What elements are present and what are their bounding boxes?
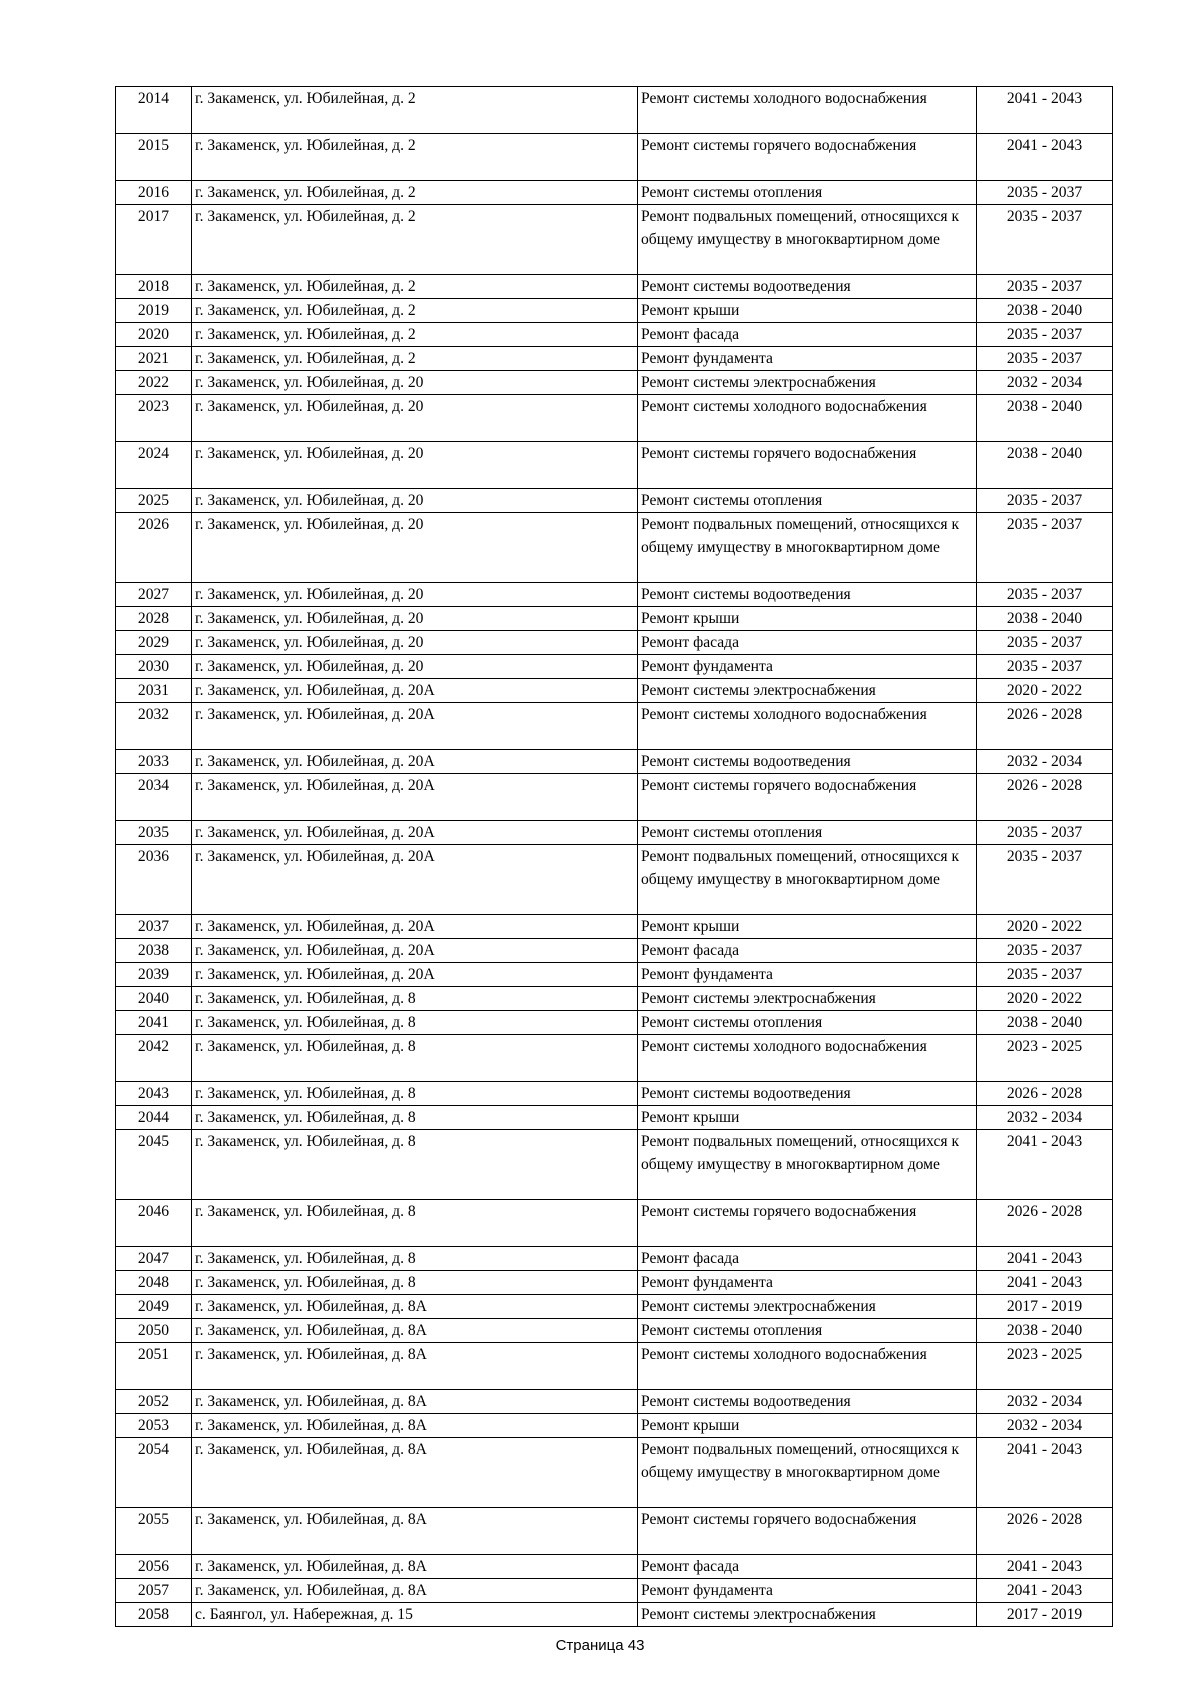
table-row [116,513,1113,583]
row-number-cell: 2024 [116,442,192,489]
table-row [116,299,1113,323]
table-row [116,750,1113,774]
address-cell: г. Закаменск, ул. Юбилейная, д. 8А [192,1343,638,1390]
address-cell: г. Закаменск, ул. Юбилейная, д. 20 [192,631,638,655]
period-cell: 2032 - 2034 [977,371,1113,395]
period-cell: 2017 - 2019 [977,1295,1113,1319]
address-cell: г. Закаменск, ул. Юбилейная, д. 20А [192,939,638,963]
table-row [116,774,1113,821]
work-type-cell: Ремонт системы водоотведения [638,1390,977,1414]
address-cell: г. Закаменск, ул. Юбилейная, д. 20А [192,915,638,939]
period-cell: 2017 - 2019 [977,1603,1113,1627]
period-cell: 2020 - 2022 [977,915,1113,939]
work-type-cell: Ремонт системы отопления [638,821,977,845]
row-number-cell: 2041 [116,1011,192,1035]
table-row [116,442,1113,489]
address-cell: г. Закаменск, ул. Юбилейная, д. 20 [192,395,638,442]
work-type-cell: Ремонт подвальных помещений, относящихся к общему имуществу в многоквартирном доме [638,513,977,583]
row-number-cell: 2021 [116,347,192,371]
address-cell: г. Закаменск, ул. Юбилейная, д. 20А [192,703,638,750]
work-type-cell: Ремонт системы холодного водоснабжения [638,1343,977,1390]
row-number-cell: 2020 [116,323,192,347]
table-row [116,347,1113,371]
address-cell: с. Баянгол, ул. Набережная, д. 15 [192,1603,638,1627]
table-row [116,181,1113,205]
table-row [116,275,1113,299]
work-type-cell: Ремонт крыши [638,607,977,631]
work-type-cell: Ремонт системы электроснабжения [638,1295,977,1319]
period-cell: 2035 - 2037 [977,631,1113,655]
period-cell: 2041 - 2043 [977,1247,1113,1271]
period-cell: 2032 - 2034 [977,1414,1113,1438]
work-type-cell: Ремонт фасада [638,1555,977,1579]
work-type-cell: Ремонт подвальных помещений, относящихся к общему имуществу в многоквартирном доме [638,1130,977,1200]
row-number-cell: 2022 [116,371,192,395]
work-type-cell: Ремонт фасада [638,631,977,655]
address-cell: г. Закаменск, ул. Юбилейная, д. 20 [192,513,638,583]
period-cell: 2035 - 2037 [977,489,1113,513]
table-row [116,963,1113,987]
period-cell: 2038 - 2040 [977,607,1113,631]
row-number-cell: 2015 [116,134,192,181]
table-row [116,821,1113,845]
work-type-cell: Ремонт системы водоотведения [638,583,977,607]
address-cell: г. Закаменск, ул. Юбилейная, д. 2 [192,181,638,205]
row-number-cell: 2040 [116,987,192,1011]
row-number-cell: 2044 [116,1106,192,1130]
table-row [116,845,1113,915]
address-cell: г. Закаменск, ул. Юбилейная, д. 20 [192,442,638,489]
row-number-cell: 2031 [116,679,192,703]
period-cell: 2026 - 2028 [977,1508,1113,1555]
address-cell: г. Закаменск, ул. Юбилейная, д. 20 [192,583,638,607]
work-type-cell: Ремонт фундамента [638,1579,977,1603]
table-row [116,655,1113,679]
period-cell: 2020 - 2022 [977,987,1113,1011]
row-number-cell: 2057 [116,1579,192,1603]
row-number-cell: 2018 [116,275,192,299]
period-cell: 2026 - 2028 [977,774,1113,821]
address-cell: г. Закаменск, ул. Юбилейная, д. 20 [192,489,638,513]
work-type-cell: Ремонт подвальных помещений, относящихся к общему имуществу в многоквартирном доме [638,1438,977,1508]
address-cell: г. Закаменск, ул. Юбилейная, д. 2 [192,275,638,299]
table-row [116,607,1113,631]
row-number-cell: 2037 [116,915,192,939]
period-cell: 2023 - 2025 [977,1035,1113,1082]
period-cell: 2035 - 2037 [977,205,1113,275]
row-number-cell: 2050 [116,1319,192,1343]
address-cell: г. Закаменск, ул. Юбилейная, д. 8 [192,1011,638,1035]
table-row [116,1295,1113,1319]
row-number-cell: 2055 [116,1508,192,1555]
address-cell: г. Закаменск, ул. Юбилейная, д. 8 [192,1130,638,1200]
work-type-cell: Ремонт системы холодного водоснабжения [638,395,977,442]
work-type-cell: Ремонт фасада [638,1247,977,1271]
row-number-cell: 2033 [116,750,192,774]
period-cell: 2041 - 2043 [977,134,1113,181]
work-type-cell: Ремонт системы холодного водоснабжения [638,87,977,134]
row-number-cell: 2039 [116,963,192,987]
period-cell: 2026 - 2028 [977,703,1113,750]
period-cell: 2038 - 2040 [977,395,1113,442]
address-cell: г. Закаменск, ул. Юбилейная, д. 8 [192,987,638,1011]
row-number-cell: 2052 [116,1390,192,1414]
table-row [116,1603,1113,1627]
period-cell: 2038 - 2040 [977,1011,1113,1035]
address-cell: г. Закаменск, ул. Юбилейная, д. 20А [192,963,638,987]
address-cell: г. Закаменск, ул. Юбилейная, д. 8 [192,1082,638,1106]
row-number-cell: 2046 [116,1200,192,1247]
address-cell: г. Закаменск, ул. Юбилейная, д. 20 [192,655,638,679]
period-cell: 2041 - 2043 [977,1271,1113,1295]
period-cell: 2020 - 2022 [977,679,1113,703]
table-row [116,1555,1113,1579]
address-cell: г. Закаменск, ул. Юбилейная, д. 8А [192,1295,638,1319]
works-table [115,86,1113,1627]
table-row [116,1082,1113,1106]
table-row [116,1200,1113,1247]
row-number-cell: 2030 [116,655,192,679]
table-row [116,1414,1113,1438]
address-cell: г. Закаменск, ул. Юбилейная, д. 2 [192,134,638,181]
row-number-cell: 2048 [116,1271,192,1295]
period-cell: 2032 - 2034 [977,1390,1113,1414]
work-type-cell: Ремонт системы горячего водоснабжения [638,774,977,821]
address-cell: г. Закаменск, ул. Юбилейная, д. 2 [192,347,638,371]
row-number-cell: 2034 [116,774,192,821]
work-type-cell: Ремонт крыши [638,915,977,939]
table-row [116,1438,1113,1508]
table-row [116,1247,1113,1271]
table-row [116,489,1113,513]
table-row [116,134,1113,181]
address-cell: г. Закаменск, ул. Юбилейная, д. 20А [192,845,638,915]
table-row [116,987,1113,1011]
work-type-cell: Ремонт системы отопления [638,1319,977,1343]
work-type-cell: Ремонт системы электроснабжения [638,679,977,703]
period-cell: 2035 - 2037 [977,963,1113,987]
row-number-cell: 2032 [116,703,192,750]
table-row [116,631,1113,655]
work-type-cell: Ремонт фундамента [638,347,977,371]
period-cell: 2032 - 2034 [977,1106,1113,1130]
period-cell: 2035 - 2037 [977,323,1113,347]
row-number-cell: 2051 [116,1343,192,1390]
row-number-cell: 2019 [116,299,192,323]
address-cell: г. Закаменск, ул. Юбилейная, д. 8 [192,1035,638,1082]
address-cell: г. Закаменск, ул. Юбилейная, д. 8 [192,1106,638,1130]
period-cell: 2035 - 2037 [977,347,1113,371]
address-cell: г. Закаменск, ул. Юбилейная, д. 20 [192,371,638,395]
work-type-cell: Ремонт фасада [638,323,977,347]
row-number-cell: 2025 [116,489,192,513]
row-number-cell: 2047 [116,1247,192,1271]
address-cell: г. Закаменск, ул. Юбилейная, д. 20 [192,607,638,631]
period-cell: 2038 - 2040 [977,442,1113,489]
table-row [116,323,1113,347]
row-number-cell: 2026 [116,513,192,583]
table-row [116,371,1113,395]
period-cell: 2035 - 2037 [977,939,1113,963]
work-type-cell: Ремонт системы отопления [638,181,977,205]
table-row [116,1035,1113,1082]
work-type-cell: Ремонт фундамента [638,1271,977,1295]
address-cell: г. Закаменск, ул. Юбилейная, д. 8 [192,1247,638,1271]
address-cell: г. Закаменск, ул. Юбилейная, д. 2 [192,323,638,347]
table-row [116,1319,1113,1343]
work-type-cell: Ремонт фасада [638,939,977,963]
period-cell: 2038 - 2040 [977,299,1113,323]
table-row [116,679,1113,703]
period-cell: 2035 - 2037 [977,845,1113,915]
work-type-cell: Ремонт крыши [638,1414,977,1438]
address-cell: г. Закаменск, ул. Юбилейная, д. 8А [192,1414,638,1438]
period-cell: 2038 - 2040 [977,1319,1113,1343]
address-cell: г. Закаменск, ул. Юбилейная, д. 8А [192,1579,638,1603]
row-number-cell: 2049 [116,1295,192,1319]
row-number-cell: 2035 [116,821,192,845]
row-number-cell: 2054 [116,1438,192,1508]
work-type-cell: Ремонт системы водоотведения [638,750,977,774]
work-type-cell: Ремонт системы водоотведения [638,1082,977,1106]
period-cell: 2035 - 2037 [977,513,1113,583]
period-cell: 2035 - 2037 [977,655,1113,679]
row-number-cell: 2053 [116,1414,192,1438]
address-cell: г. Закаменск, ул. Юбилейная, д. 20А [192,750,638,774]
address-cell: г. Закаменск, ул. Юбилейная, д. 2 [192,299,638,323]
work-type-cell: Ремонт фундамента [638,655,977,679]
table-row [116,205,1113,275]
work-type-cell: Ремонт системы отопления [638,1011,977,1035]
work-type-cell: Ремонт системы отопления [638,489,977,513]
row-number-cell: 2038 [116,939,192,963]
page-footer [0,1637,1200,1654]
table-row [116,1130,1113,1200]
period-cell: 2035 - 2037 [977,821,1113,845]
table-row [116,1390,1113,1414]
address-cell: г. Закаменск, ул. Юбилейная, д. 8А [192,1319,638,1343]
address-cell: г. Закаменск, ул. Юбилейная, д. 8А [192,1390,638,1414]
table-row [116,915,1113,939]
row-number-cell: 2028 [116,607,192,631]
table-row [116,1271,1113,1295]
row-number-cell: 2017 [116,205,192,275]
period-cell: 2035 - 2037 [977,583,1113,607]
period-cell: 2041 - 2043 [977,1555,1113,1579]
table-row [116,1343,1113,1390]
period-cell: 2041 - 2043 [977,1130,1113,1200]
address-cell: г. Закаменск, ул. Юбилейная, д. 8 [192,1200,638,1247]
row-number-cell: 2016 [116,181,192,205]
work-type-cell: Ремонт подвальных помещений, относящихся к общему имуществу в многоквартирном доме [638,845,977,915]
row-number-cell: 2027 [116,583,192,607]
work-type-cell: Ремонт крыши [638,1106,977,1130]
row-number-cell: 2023 [116,395,192,442]
address-cell: г. Закаменск, ул. Юбилейная, д. 20А [192,774,638,821]
period-cell: 2035 - 2037 [977,275,1113,299]
row-number-cell: 2045 [116,1130,192,1200]
work-type-cell: Ремонт подвальных помещений, относящихся к общему имуществу в многоквартирном доме [638,205,977,275]
period-cell: 2035 - 2037 [977,181,1113,205]
work-type-cell: Ремонт системы водоотведения [638,275,977,299]
table-row [116,1508,1113,1555]
table-row [116,583,1113,607]
work-type-cell: Ремонт системы холодного водоснабжения [638,703,977,750]
table-row [116,1579,1113,1603]
address-cell: г. Закаменск, ул. Юбилейная, д. 20А [192,679,638,703]
work-type-cell: Ремонт системы горячего водоснабжения [638,1200,977,1247]
period-cell: 2023 - 2025 [977,1343,1113,1390]
period-cell: 2032 - 2034 [977,750,1113,774]
address-cell: г. Закаменск, ул. Юбилейная, д. 2 [192,87,638,134]
work-type-cell: Ремонт системы электроснабжения [638,371,977,395]
address-cell: г. Закаменск, ул. Юбилейная, д. 2 [192,205,638,275]
work-type-cell: Ремонт системы холодного водоснабжения [638,1035,977,1082]
work-type-cell: Ремонт системы горячего водоснабжения [638,134,977,181]
work-type-cell: Ремонт системы электроснабжения [638,1603,977,1627]
address-cell: г. Закаменск, ул. Юбилейная, д. 8А [192,1508,638,1555]
table-row [116,703,1113,750]
work-type-cell: Ремонт фундамента [638,963,977,987]
row-number-cell: 2029 [116,631,192,655]
table-row [116,939,1113,963]
table-row [116,87,1113,134]
period-cell: 2041 - 2043 [977,87,1113,134]
work-type-cell: Ремонт системы горячего водоснабжения [638,442,977,489]
row-number-cell: 2056 [116,1555,192,1579]
address-cell: г. Закаменск, ул. Юбилейная, д. 8А [192,1555,638,1579]
row-number-cell: 2036 [116,845,192,915]
work-type-cell: Ремонт системы горячего водоснабжения [638,1508,977,1555]
period-cell: 2026 - 2028 [977,1200,1113,1247]
period-cell: 2041 - 2043 [977,1438,1113,1508]
period-cell: 2041 - 2043 [977,1579,1113,1603]
address-cell: г. Закаменск, ул. Юбилейная, д. 8 [192,1271,638,1295]
table-row [116,395,1113,442]
address-cell: г. Закаменск, ул. Юбилейная, д. 20А [192,821,638,845]
row-number-cell: 2042 [116,1035,192,1082]
table-row [116,1011,1113,1035]
page-number: Страница 43 [555,1637,645,1654]
period-cell: 2026 - 2028 [977,1082,1113,1106]
address-cell: г. Закаменск, ул. Юбилейная, д. 8А [192,1438,638,1508]
table-row [116,1106,1113,1130]
row-number-cell: 2014 [116,87,192,134]
row-number-cell: 2058 [116,1603,192,1627]
work-type-cell: Ремонт крыши [638,299,977,323]
work-type-cell: Ремонт системы электроснабжения [638,987,977,1011]
table-body [116,87,1113,1627]
row-number-cell: 2043 [116,1082,192,1106]
